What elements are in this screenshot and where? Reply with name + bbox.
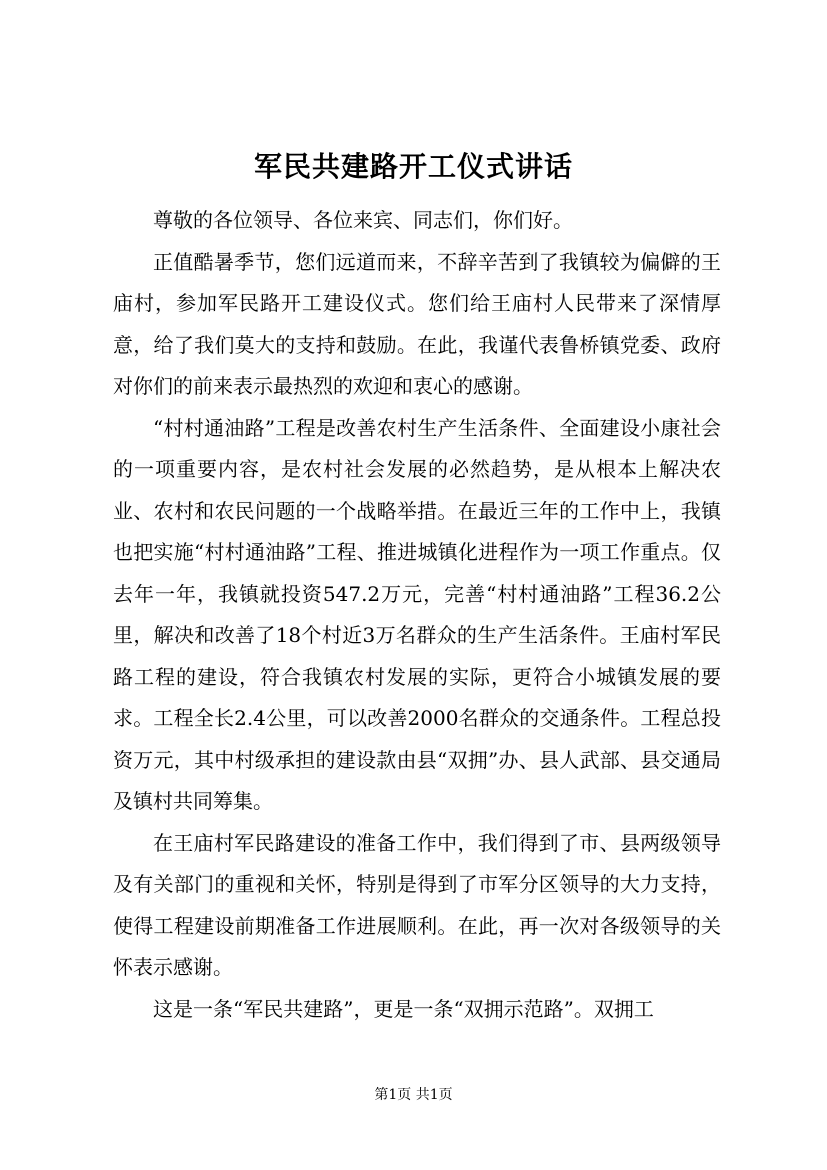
document-body [113, 200, 721, 1030]
paragraph-thanks: 在王庙村军民路建设的准备工作中，我们得到了市、县两级领导及有关部门的重视和关怀，特别是得到了市军分区领导的大力支持，使得工程建设前期准备工作进展顺利。在此，再一次对各级领导的关怀表示感谢。 [113, 830, 721, 979]
paragraph-welcome: 正值酷暑季节，您们远道而来，不辞辛苦到了我镇较为偏僻的王庙村，参加军民路开工建设仪式。您们给王庙村人民带来了深情厚意，给了我们莫大的支持和鼓励。在此，我谨代表鲁桥镇党委、政府对你们的前来表示最热烈的欢迎和衷心的感谢。 [113, 249, 721, 398]
paragraph-greeting: 尊敬的各位领导、各位来宾、同志们，你们好。 [153, 208, 573, 232]
document-title: 军民共建路开工仪式讲话 [253, 150, 573, 183]
page-number: 第1页 共1页 [374, 1087, 453, 1103]
paragraph-project: “村村通油路”工程是改善农村生产生活条件、全面建设小康社会的一项重要内容，是农村社会发展的必然趋势，是从根本上解决农业、农村和农民问题的一个战略举措。在最近三年的工作中上，我镇也把实施“村村通油路”工程、推进城镇化进程作为一项工作重点。仅去年一年，我镇就投资547.2万元，完善“村村通油路”工程36.2公里，解决和改善了18个村近3万名群众的生产生活条件。王庙村军民路工程的建设，符合我镇农村发展的实际，更符合小城镇发展的要求。工程全长2.4公里，可以改善2000名群众的交通条件。工程总投资万元，其中村级承担的建设款由县“双拥”办、县人武部、县交通局及镇村共同筹集。 [113, 415, 721, 813]
paragraph-road: 这是一条“军民共建路”，更是一条“双拥示范路”。双拥工 [153, 996, 654, 1021]
